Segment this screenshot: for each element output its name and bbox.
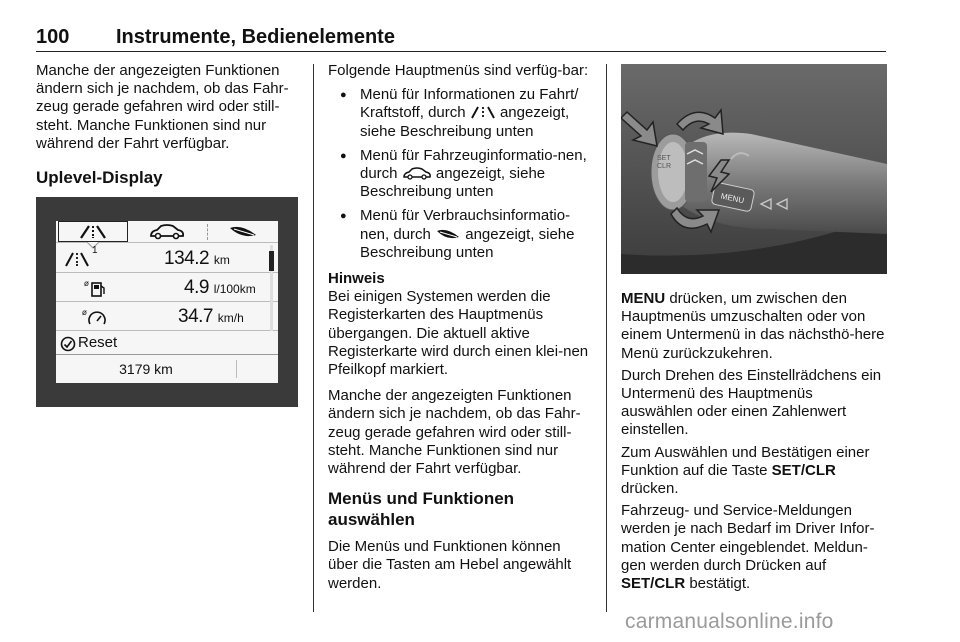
set-clr-knob <box>657 155 671 170</box>
page-header <box>36 26 886 52</box>
svg-text:MENU: MENU <box>720 191 745 206</box>
fuel-consumption-value: 4.9 l/100km <box>184 277 256 298</box>
control-lever-figure <box>621 64 887 274</box>
vehicle-info-tab-icon <box>130 221 204 243</box>
note-text: Bei einigen Systemen werden die Registerkarten des Hauptmenüs übergangen. Die aktuell aktive Registerkarte wird durch einen klei-nen Pfeilkopf markiert. <box>328 288 589 379</box>
column-middle <box>328 62 592 597</box>
set-clr-key-label: SET/CLR <box>771 461 836 479</box>
select-menus-heading: Menüs und Funktionen auswählen <box>328 489 515 530</box>
trip-fuel-tab-icon <box>58 221 128 242</box>
display-scrollbar-thumb <box>269 251 274 271</box>
average-speed-row <box>56 303 278 331</box>
display-screen <box>56 221 278 383</box>
column-left <box>36 62 298 198</box>
odometer-row <box>56 357 278 383</box>
list-item: ● Menü für Fahrzeuginformatio-nen, durch angezeigt, siehe Beschreibung unten <box>328 147 592 202</box>
intro-paragraph: Manche der angezeigten Funktionen ändern sich je nachdem, ob das Fahr-zeug gerade gefahren wird oder still-steht. Manche Funktionen sind nur während der Fahrt verfügbar. <box>36 62 289 152</box>
trip-superscript: 1 <box>92 245 98 256</box>
page-number: 100 <box>36 26 70 48</box>
reset-label: Reset <box>78 334 118 351</box>
functions-paragraph: Manche der angezeigten Funktionen ändern sich je nachdem, ob das Fahr-zeug gerade gefahren wird oder still-steht. Manche Funktionen sind nur während der Fahrt verfügbar. <box>328 387 581 478</box>
menus-intro: Folgende Hauptmenüs sind verfüg-bar: <box>328 62 589 79</box>
svg-text:SET: SET <box>657 155 671 162</box>
uplevel-display-heading: Uplevel-Display <box>36 168 163 188</box>
messages-paragraph: Fahrzeug- und Service-Meldungen werden je nach Bedarf im Driver Infor-mation Center eingeblendet. Meldun-gen werden durch Drücken auf SET/CLR bestätigt. <box>621 502 875 593</box>
set-clr-paragraph: Zum Auswählen und Bestätigen einer Funktion auf die Taste SET/CLR drücken. <box>621 443 870 498</box>
set-clr-key-label: SET/CLR <box>621 575 686 593</box>
note-title: Hinweis <box>328 270 385 288</box>
display-tab-row <box>56 221 278 243</box>
column-right <box>621 290 887 597</box>
eco-tab-icon <box>208 221 278 243</box>
fuel-consumption-row <box>56 274 278 302</box>
column-divider <box>606 64 607 612</box>
trip-icon <box>64 251 90 267</box>
speedometer-icon <box>82 307 106 327</box>
average-speed-value: 34.7 km/h <box>178 306 244 327</box>
menu-key-label: MENU <box>621 290 666 307</box>
reset-check-icon <box>60 336 76 352</box>
watermark: carmanualsonline.info <box>625 610 834 633</box>
svg-text:ø: ø <box>84 279 89 288</box>
select-menus-paragraph: Die Menüs und Funktionen können über die Tasten am Hebel angewählt werden. <box>328 538 572 592</box>
svg-text:ø: ø <box>82 308 87 317</box>
menu-key-paragraph: MENU drücken, um zwischen den Hauptmenüs umzuschalten oder von einem Untermenü in das nächsthö-here Menü zurückzukehren. <box>621 290 885 362</box>
fuel-pump-icon <box>84 278 106 298</box>
trip-distance-value: 134.2 km <box>164 248 230 269</box>
wheel-paragraph: Durch Drehen des Einstellrädchens ein Untermenü des Hauptmenüs auswählen oder einen Zahlenwert einstellen. <box>621 366 882 439</box>
main-menu-list <box>328 86 592 262</box>
eco-leaf-icon <box>435 228 461 241</box>
reset-row <box>56 333 278 355</box>
list-item: ● Menü für Verbrauchsinformatio-nen, durch angezeigt, siehe Beschreibung unten <box>328 207 592 262</box>
svg-text:CLR: CLR <box>657 163 672 170</box>
trip-fuel-icon <box>470 106 496 119</box>
odometer-value: 3179 km <box>119 361 173 377</box>
uplevel-display-figure <box>36 197 298 407</box>
trip-distance-row <box>56 245 278 273</box>
section-title: Instrumente, Bedienelemente <box>116 26 395 48</box>
list-item: ● Menü für Informationen zu Fahrt/ Kraftstoff, durch angezeigt, siehe Beschreibung unten <box>328 86 592 141</box>
vehicle-info-icon <box>402 167 432 180</box>
column-divider <box>313 64 314 612</box>
